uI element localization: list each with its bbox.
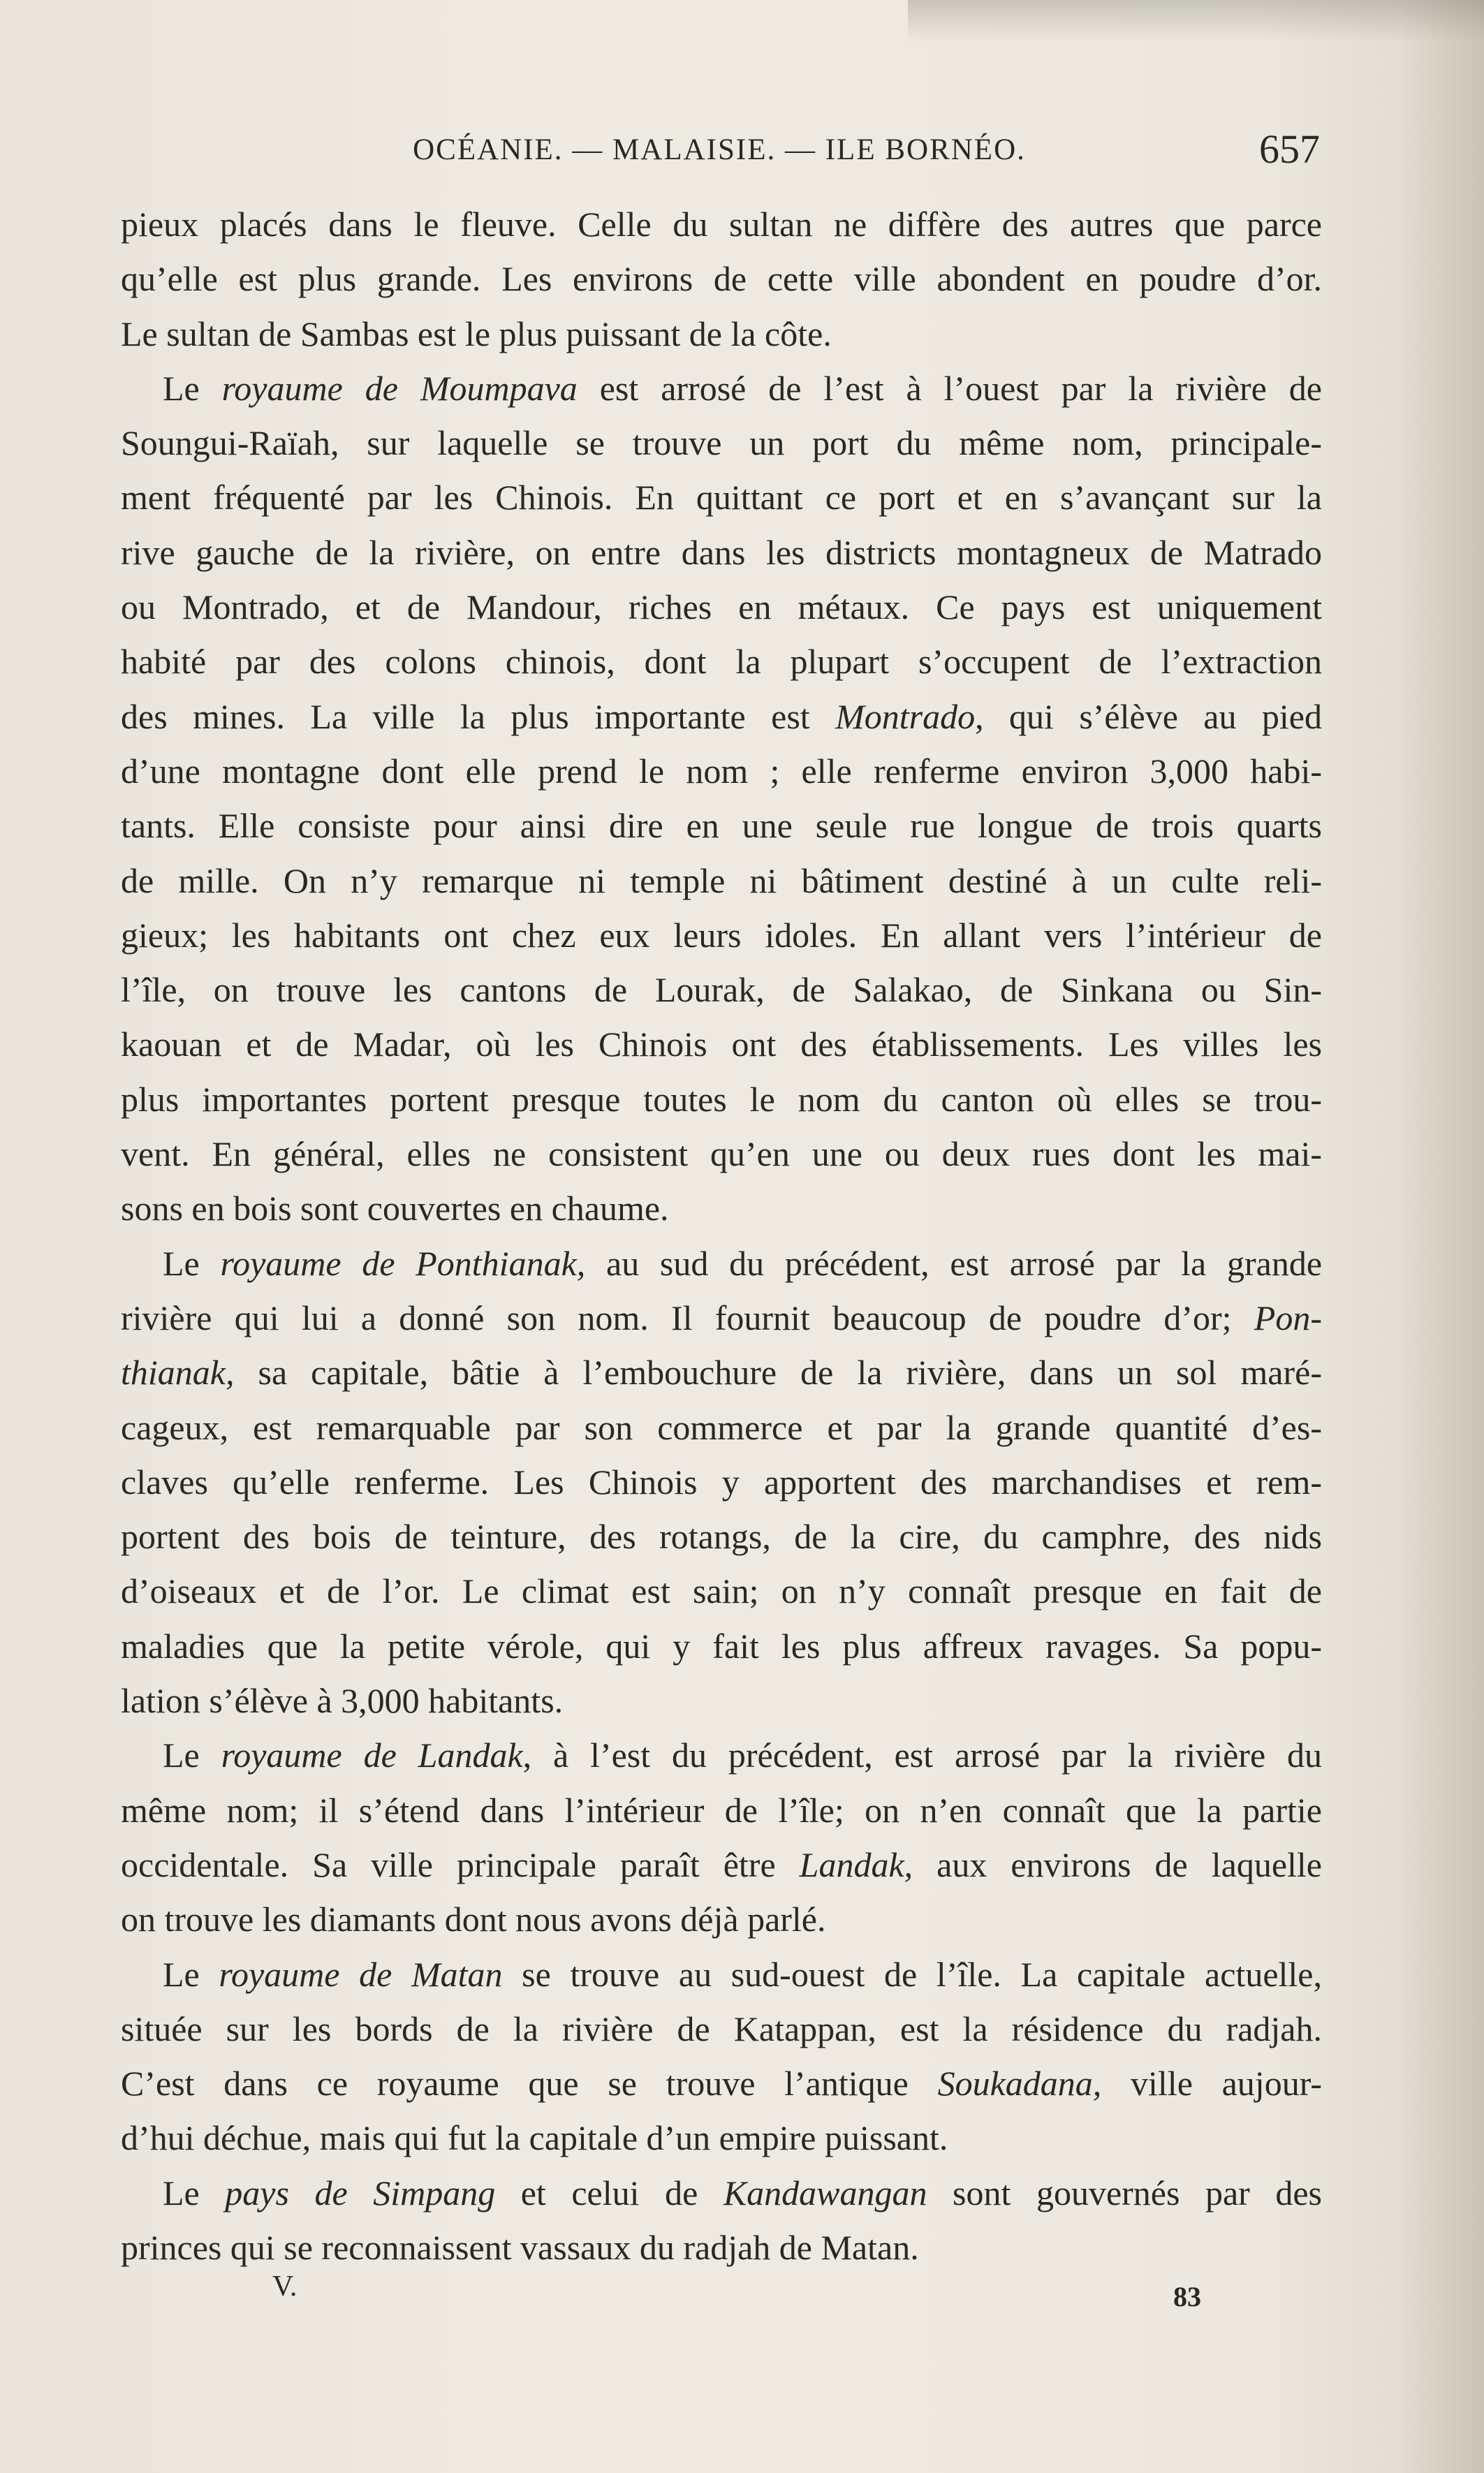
text-segment: habité par des colons chinois, dont la plupart s’occupent de l’extraction	[121, 642, 1322, 682]
text-segment: princes qui se reconnaissent vassaux du radjah de Matan.	[121, 2227, 919, 2267]
text-line	[121, 307, 1322, 361]
text-line	[121, 1837, 1322, 1892]
paper-stain	[908, 0, 1484, 42]
italic-term: royaume de Matan	[219, 1954, 503, 1994]
text-segment: rive gauche de la rivière, on entre dans les districts montagneux de Matrado	[121, 532, 1322, 572]
text-segment: Soungui-Raïah, sur laquelle se trouve un port du même nom, principale-	[121, 423, 1322, 463]
text-segment: ville aujour-	[1101, 2064, 1322, 2104]
text-line	[121, 251, 1322, 306]
text-line	[121, 798, 1322, 853]
text-segment: vent. En général, elles ne consistent qu’en une ou deux rues dont les mai-	[121, 1134, 1322, 1174]
text-segment: se trouve au sud-ouest de l’île. La capitale actuelle,	[502, 1954, 1322, 1994]
text-line	[121, 962, 1322, 1017]
text-line	[121, 2056, 1322, 2111]
text-line	[121, 744, 1322, 798]
text-segment: gieux; les habitants ont chez eux leurs idoles. En allant vers l’intérieur de	[121, 915, 1322, 955]
italic-term: royaume de Moumpava	[221, 368, 578, 408]
text-line	[121, 1072, 1322, 1127]
text-line	[121, 853, 1322, 908]
page-edge-shadow	[1400, 0, 1484, 2473]
italic-term: Landak,	[799, 1844, 913, 1884]
italic-term: Soukadana,	[937, 2064, 1102, 2104]
text-line	[121, 197, 1322, 251]
text-segment: rivière qui lui a donné son nom. Il fournit beaucoup de poudre d’or;	[121, 1298, 1254, 1337]
text-segment: d’hui déchue, mais qui fut la capitale d’un empire puissant.	[121, 2118, 948, 2158]
text-segment: ou Montrado, et de Mandour, riches en métaux. Ce pays est uniquement	[121, 587, 1322, 627]
text-segment: claves qu’elle renferme. Les Chinois y apportent des marchandises et rem-	[121, 1462, 1322, 1502]
text-line	[121, 470, 1322, 524]
text-segment: Le	[163, 1735, 221, 1775]
text-segment: Le	[163, 1954, 219, 1994]
text-segment: Le	[163, 2173, 226, 2213]
text-segment: tants. Elle consiste pour ainsi dire en une seule rue longue de trois quarts	[121, 806, 1322, 846]
text-segment: kaouan et de Madar, où les Chinois ont des établissements. Les villes les	[121, 1025, 1322, 1064]
italic-term: pays de Simpang	[225, 2173, 496, 2213]
italic-term: thianak,	[121, 1353, 235, 1393]
signature-mark: V.	[272, 2270, 297, 2303]
text-segment: ment fréquenté par les Chinois. En quittant ce port et en s’avançant sur la	[121, 478, 1322, 518]
text-segment: Le	[163, 1243, 221, 1283]
text-line	[121, 2220, 1322, 2275]
text-segment: des mines. La ville la plus importante est	[121, 696, 836, 736]
text-segment: aux environs de laquelle	[913, 1844, 1322, 1884]
italic-term: royaume de Landak	[221, 1735, 523, 1775]
text-line	[121, 525, 1322, 580]
text-segment: , qui s’élève au pied	[975, 696, 1323, 736]
sheet-number: 83	[1173, 2281, 1201, 2312]
text-line	[121, 1345, 1322, 1400]
page-footer	[119, 2270, 1320, 2312]
text-segment: d’oiseaux et de l’or. Le climat est sain; on n’y connaît presque en fait de	[121, 1571, 1322, 1611]
text-segment: sa capitale, bâtie à l’embouchure de la rivière, dans un sol maré-	[234, 1353, 1322, 1393]
italic-term: Kandawangan	[723, 2173, 927, 2213]
text-segment: qu’elle est plus grande. Les environs de cette ville abondent en poudre d’or.	[121, 259, 1322, 299]
text-line	[121, 1728, 1322, 1782]
text-segment: C’est dans ce royaume que se trouve l’antique	[121, 2064, 938, 2104]
text-line	[121, 689, 1322, 744]
text-segment: portent des bois de teinture, des rotangs, de la cire, du camphre, des nids	[121, 1517, 1322, 1557]
text-segment: , à l’est du précédent, est arrosé par la rivière du	[522, 1735, 1322, 1775]
text-segment: plus importantes portent presque toutes le nom du canton où elles se trou-	[121, 1079, 1322, 1119]
text-segment: Le sultan de Sambas est le plus puissant de la côte.	[121, 314, 832, 353]
text-line	[121, 1673, 1322, 1728]
text-segment: même nom; il s’étend dans l’intérieur de l’île; on n’en connaît que la partie	[121, 1790, 1322, 1830]
body-text	[121, 197, 1322, 2275]
text-segment: lation s’élève à 3,000 habitants.	[121, 1681, 564, 1721]
italic-term: royaume de Ponthianak,	[220, 1243, 586, 1283]
italic-term: Montrado	[835, 696, 976, 736]
text-line	[121, 2111, 1322, 2165]
text-line	[121, 1455, 1322, 1509]
text-line	[121, 1783, 1322, 1837]
text-segment: Le	[163, 368, 222, 408]
text-segment: occidentale. Sa ville principale paraît être	[121, 1844, 800, 1884]
running-head-title: OCÉANIE. — MALAISIE. — ILE BORNÉO.	[413, 133, 1026, 166]
text-segment: sons en bois sont couvertes en chaume.	[121, 1189, 669, 1228]
text-line	[121, 1509, 1322, 1564]
text-segment: située sur les bords de la rivière de Katappan, est la résidence du radjah.	[121, 2009, 1322, 2048]
text-segment: au sud du précédent, est arrosé par la grande	[585, 1243, 1323, 1283]
text-line	[121, 1127, 1322, 1181]
text-segment: sont gouvernés par des	[927, 2173, 1323, 2213]
text-line	[121, 1619, 1322, 1673]
text-line	[121, 361, 1322, 416]
text-line	[121, 634, 1322, 689]
text-line	[121, 580, 1322, 634]
text-line	[121, 416, 1322, 470]
running-head	[119, 126, 1320, 182]
text-segment: on trouve les diamants dont nous avons déjà parlé.	[121, 1900, 826, 1939]
text-segment: l’île, on trouve les cantons de Lourak, de Salakao, de Sinkana ou Sin-	[121, 970, 1322, 1010]
text-segment: pieux placés dans le fleuve. Celle du sultan ne diffère des autres que parce	[121, 205, 1322, 244]
text-line	[121, 1564, 1322, 1618]
text-segment: est arrosé de l’est à l’ouest par la rivière de	[577, 368, 1322, 408]
text-line	[121, 1947, 1322, 2002]
text-line	[121, 1017, 1322, 1071]
text-line	[121, 2002, 1322, 2056]
text-segment: et celui de	[495, 2173, 723, 2213]
text-line	[121, 1236, 1322, 1291]
page-number: 657	[1259, 126, 1320, 172]
text-line	[121, 1400, 1322, 1455]
text-segment: maladies que la petite vérole, qui y fait les plus affreux ravages. Sa popu-	[121, 1626, 1322, 1666]
text-line	[121, 1892, 1322, 1946]
text-segment: d’une montagne dont elle prend le nom ; elle renferme environ 3,000 habi-	[121, 751, 1322, 791]
text-line	[121, 1181, 1322, 1235]
text-line	[121, 2166, 1322, 2220]
text-segment: cageux, est remarquable par son commerce et par la grande quantité d’es-	[121, 1407, 1322, 1447]
italic-term: Pon-	[1254, 1298, 1322, 1337]
text-line	[121, 908, 1322, 962]
text-line	[121, 1291, 1322, 1345]
text-segment: de mille. On n’y remarque ni temple ni bâtiment destiné à un culte reli-	[121, 860, 1322, 900]
